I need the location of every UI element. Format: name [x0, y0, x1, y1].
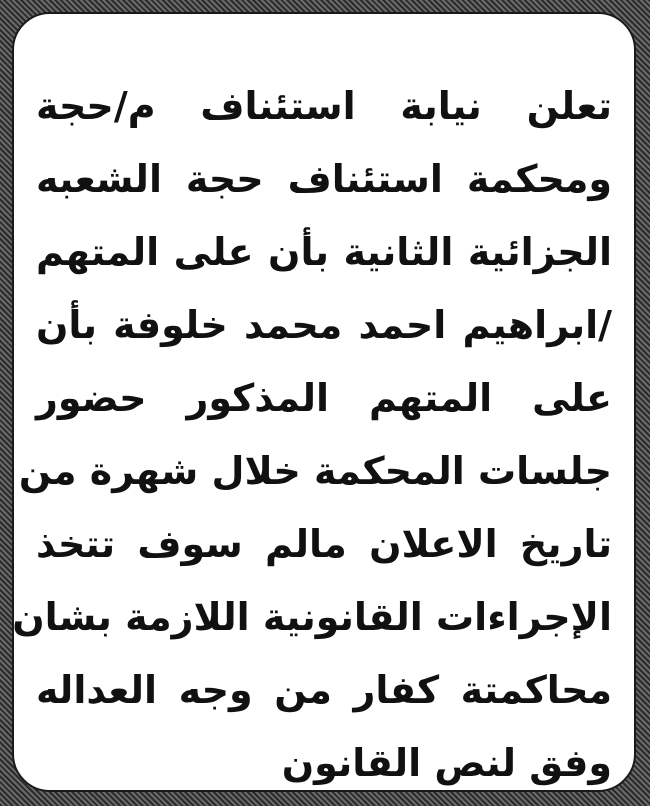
notice-line-3: الجزائية الثانية بأن على المتهم: [36, 230, 612, 274]
notice-line-7: تاريخ الاعلان مالم سوف تتخذ: [36, 522, 612, 566]
notice-line-5: على المتهم المذكور حضور: [36, 376, 612, 420]
notice-line-10: وفق لنص القانون: [281, 741, 612, 785]
notice-line-1: تعلن نيابة استئناف م/حجة: [36, 84, 612, 128]
notice-line-4: /ابراهيم احمد محمد خلوفة بأن: [36, 303, 612, 347]
notice-line-2: ومحكمة استئناف حجة الشعبه: [36, 157, 612, 201]
notice-line-9: محاكمتة كفار من وجه العداله: [36, 668, 612, 712]
notice-text: [12, 70, 612, 800]
notice-box: [12, 12, 636, 792]
notice-line-6: جلسات المحكمة خلال شهرة من: [18, 449, 612, 493]
notice-line-8: الإجراءات القانونية اللازمة بشان: [12, 595, 612, 639]
